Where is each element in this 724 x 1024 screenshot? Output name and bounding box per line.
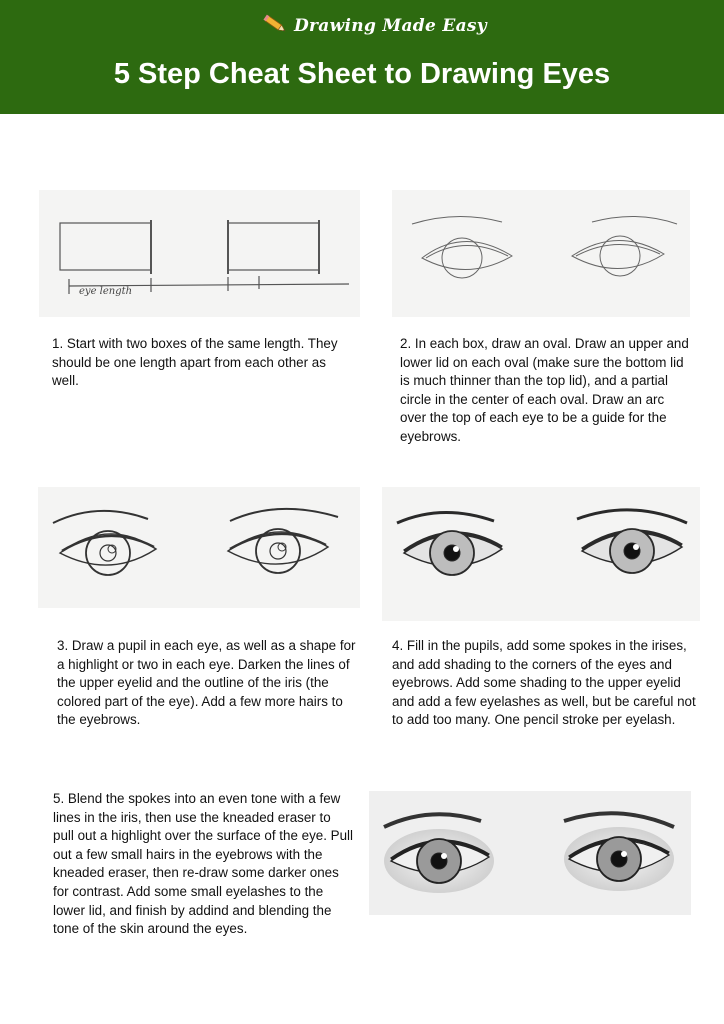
- step-4-sketch: [382, 487, 700, 621]
- step-3-sketch: [38, 487, 360, 608]
- step-1-text: 1. Start with two boxes of the same length. They should be one length apart from each other as well.: [52, 336, 338, 389]
- step-5-sketch: [369, 791, 691, 915]
- step-4-text: 4. Fill in the pupils, add some spokes in the irises, and add shading to the corners of the eyes and eyebrows. Add some shading to the upper eyelid and add a few eyelashes as well, but be careful not to add too many. One pencil stroke per eyelash.: [392, 638, 696, 728]
- step-1-sketch: [39, 190, 360, 317]
- step-1-drawing: [39, 190, 360, 317]
- pencil-icon: [262, 13, 288, 40]
- step-3-text: 3. Draw a pupil in each eye, as well as a shape for a highlight or two in each eye. Darken the lines of the upper eyelid and the outline of the iris (the colored part of the eye). Add a few more hairs to the eyebrows.: [57, 638, 356, 728]
- step-2-drawing: [392, 190, 690, 317]
- step-5-drawing: [369, 791, 691, 915]
- brand-name: Drawing Made Easy: [294, 16, 487, 36]
- step-2-text: 2. In each box, draw an oval. Draw an upper and lower lid on each oval (make sure the bottom lid is much thinner than the top lid), and a partial circle in the center of each oval. Draw an arc over the top of each eye to be a guide for the eyebrows.: [400, 336, 689, 444]
- brand: [262, 12, 487, 40]
- step-4-drawing: [382, 487, 700, 621]
- step-2-sketch: [392, 190, 690, 317]
- eye-length-label: eye length: [79, 286, 133, 297]
- step-3-drawing: [38, 487, 360, 608]
- page-title: 5 Step Cheat Sheet to Drawing Eyes: [113, 58, 611, 90]
- header-banner: [0, 0, 724, 114]
- step-5-text: 5. Blend the spokes into an even tone with a few lines in the iris, then use the kneaded eraser to pull out a highlight over the surface of the eye. Pull out a few small hairs in the eyebrows with the kneaded eraser, then re-draw some darker ones for contrast. Add some small eyelashes to the lower lid, and finish by addind and blending the tone of the skin around the eyes.: [53, 791, 353, 937]
